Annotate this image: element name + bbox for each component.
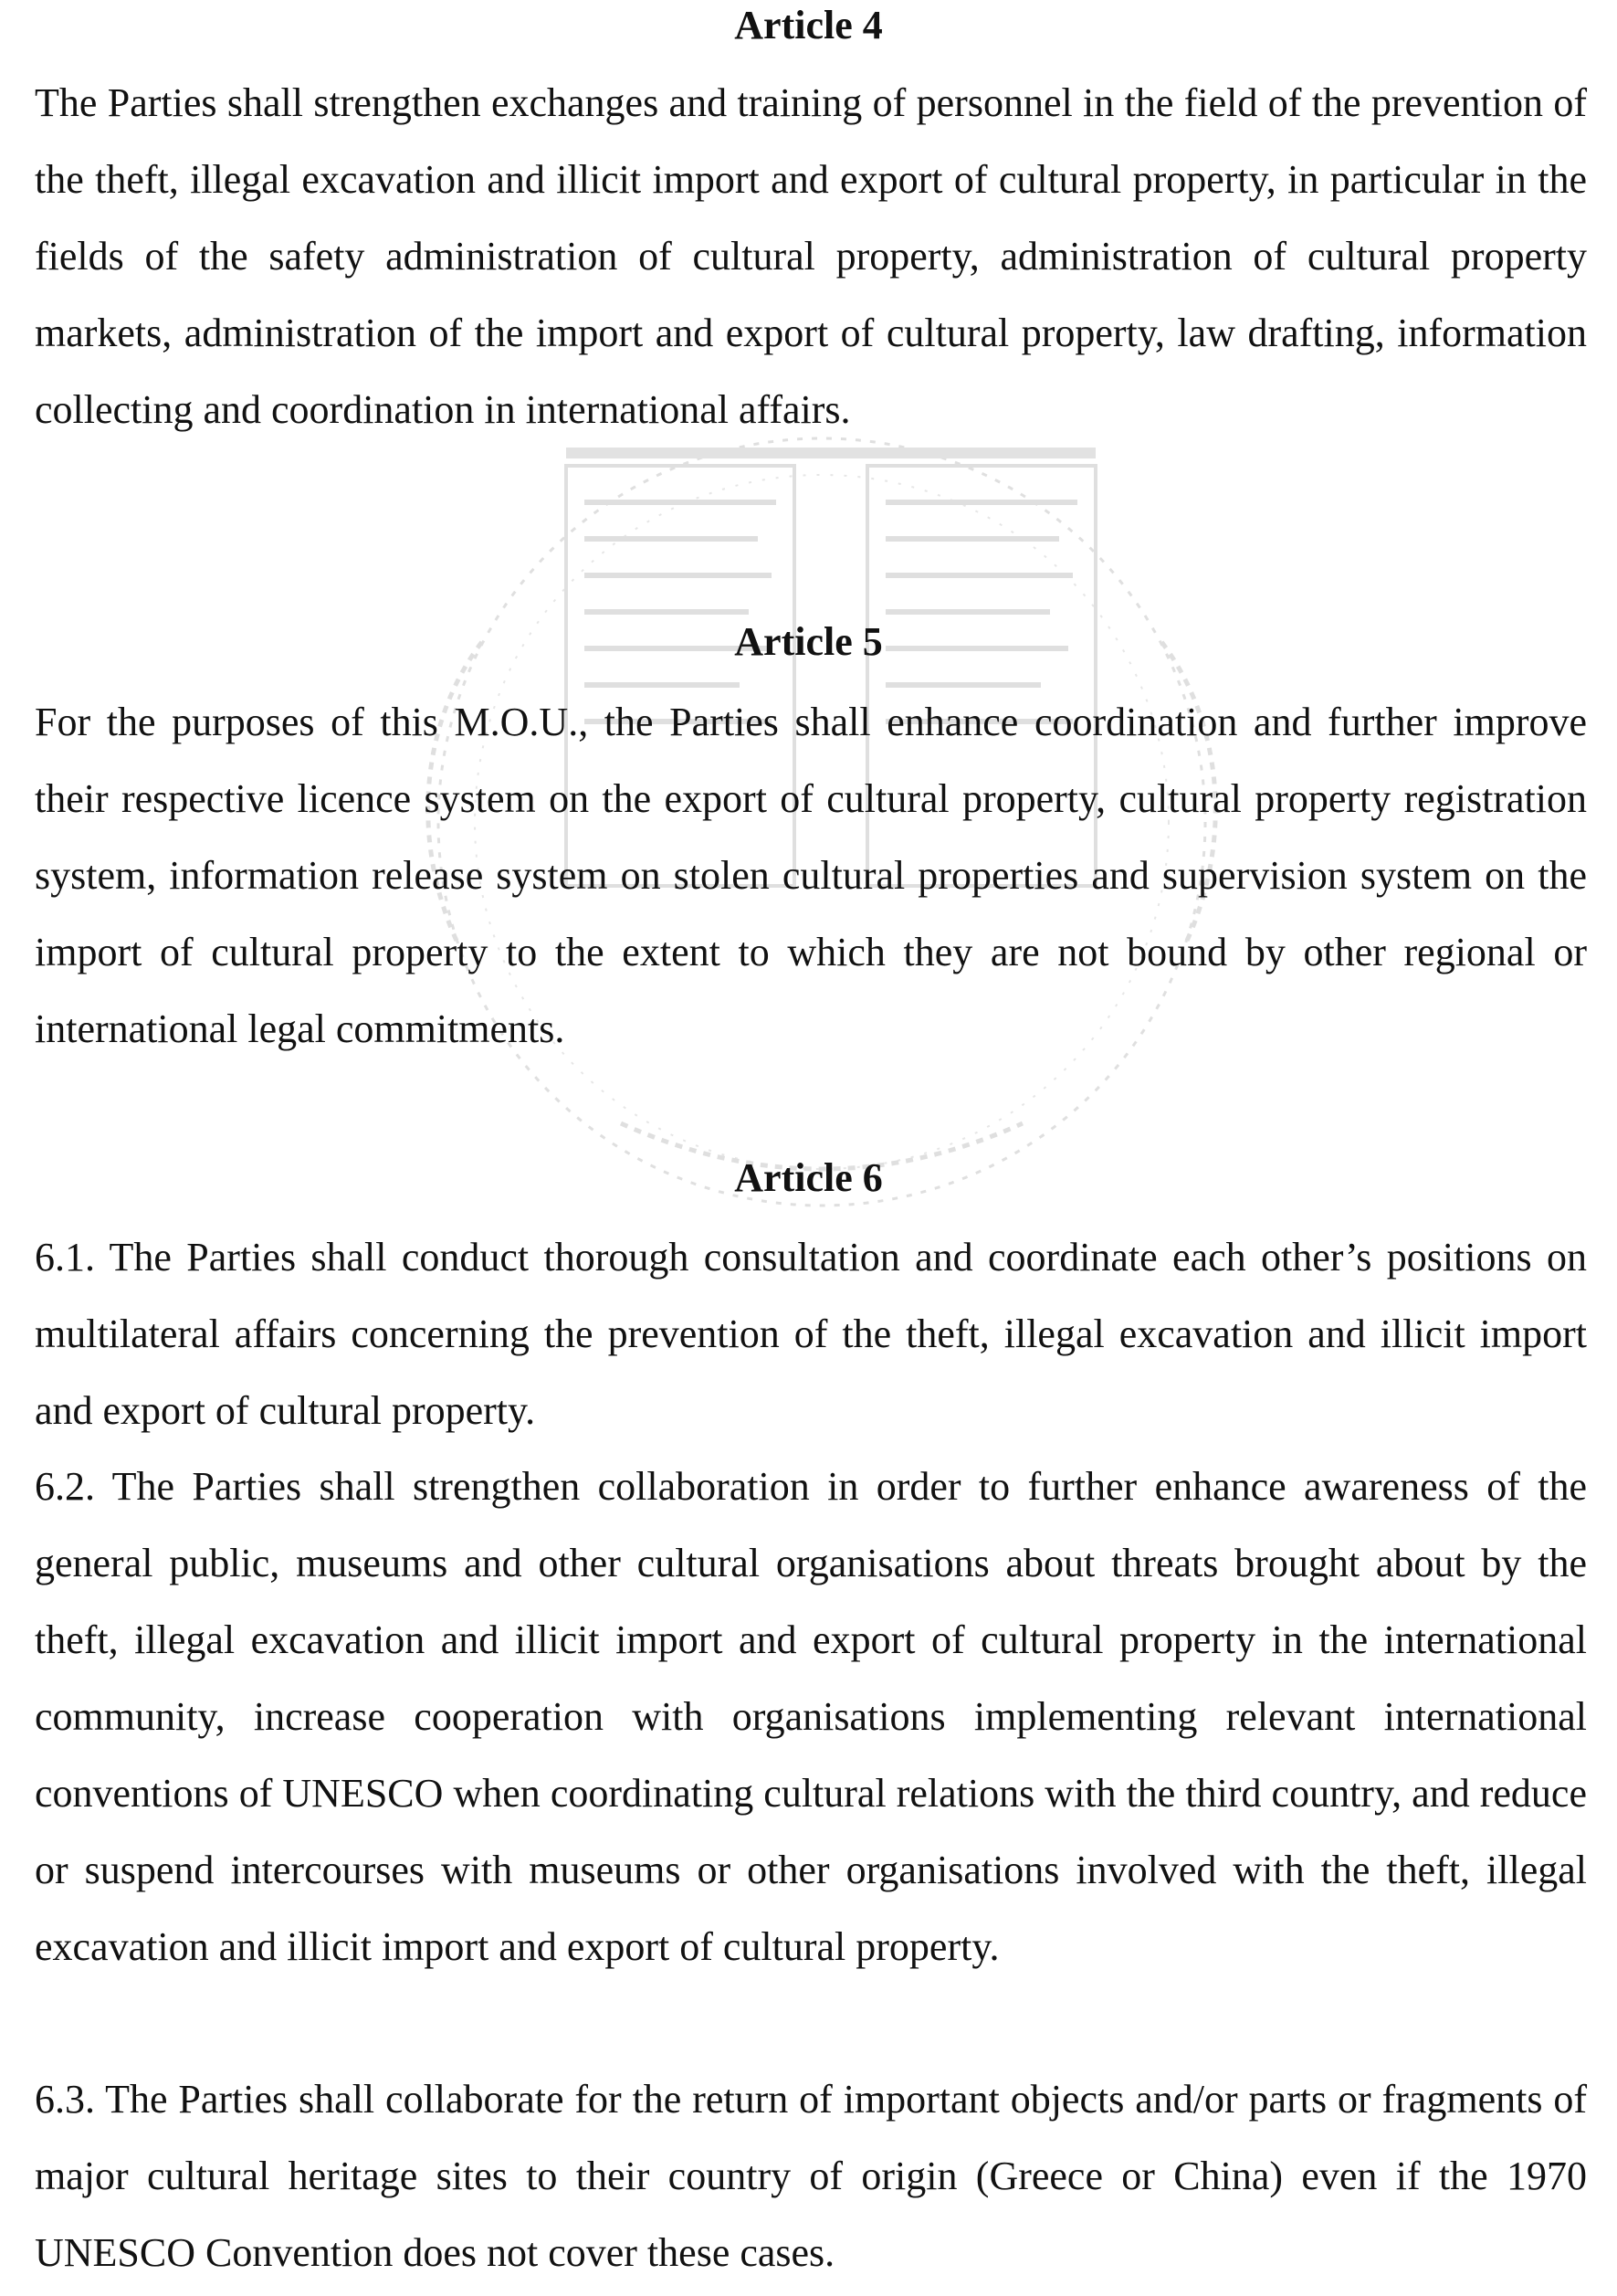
article-4-heading: Article 4	[734, 3, 883, 47]
article-5-heading: Article 5	[734, 619, 883, 664]
article-4-paragraph: The Parties shall strengthen exchanges and training of personnel in the field of the prevention of the theft, illegal excavation and illicit import and export of cultural property, in particular in the fields of the safety administration of cultural property, administration of cultural property markets, administration of the import and export of cultural property, law drafting, information collecting and coordination in international affairs.	[35, 80, 1587, 432]
article-5-paragraph: For the purposes of this M.O.U., the Parties shall enhance coordination and further improve their respective licence system on the export of cultural property, cultural property registration system, information release system on stolen cultural properties and supervision system on the import of cultural property to the extent to which they are not bound by other regional or international legal commitments.	[35, 700, 1587, 1051]
article-6-2-paragraph: 6.2. The Parties shall strengthen collaboration in order to further enhance awareness of the general public, museums and other cultural organisations about threats brought about by the theft, illegal excavation and illicit import and export of cultural property in the international community, increase cooperation with organisations implementing relevant international conventions of UNESCO when coordinating cultural relations with the third country, and reduce or suspend intercourses with museums or other organisations involved with the theft, illegal excavation and illicit import and export of cultural property.	[35, 1464, 1587, 1969]
article-6-3-paragraph: 6.3. The Parties shall collaborate for the return of important objects and/or parts or fragments of major cultural heritage sites to their country of origin (Greece or China) even if the 1970 UNESCO Convention does not cover these cases.	[35, 2077, 1587, 2275]
article-6-heading: Article 6	[734, 1155, 883, 1200]
article-6-1-paragraph: 6.1. The Parties shall conduct thorough consultation and coordinate each other’s positions on multilateral affairs concerning the prevention of the theft, illegal excavation and illicit import and export of cultural property.	[35, 1235, 1587, 1433]
